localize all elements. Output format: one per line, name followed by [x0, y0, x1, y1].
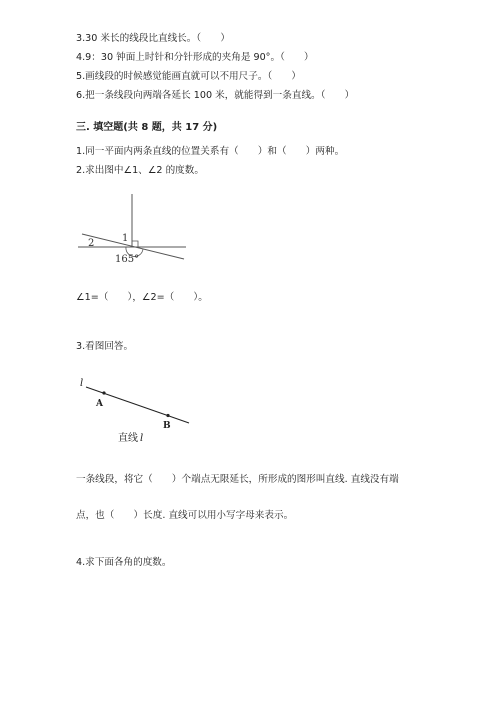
angle-label-2: 2: [88, 238, 95, 249]
line-label-l: l: [80, 378, 84, 389]
point-b: [166, 414, 169, 417]
point-a: [102, 391, 105, 394]
point-label-a: A: [96, 399, 103, 409]
judgment-item-5: 5.画线段的时候感觉能画直就可以不用尺子。（ ）: [76, 71, 302, 82]
line-figure: [78, 375, 198, 450]
question-2: 2.求出图中∠1、∠2 的度数。: [76, 165, 204, 176]
question-3-paragraph-2: 点，也（ ）长度. 直线可以用小写字母来表示。: [76, 510, 294, 521]
section-title-fill-in: 三. 填空题(共 8 题，共 17 分): [76, 122, 218, 133]
question-3-paragraph-1: 一条线段，将它（ ）个端点无限延长，所形成的图形叫直线. 直线没有端: [76, 474, 399, 485]
angle-figure: [78, 190, 188, 270]
angle-label-1: 1: [122, 233, 129, 244]
judgment-item-3: 3.30 米长的线段比直线长。（ ）: [76, 33, 230, 44]
line-caption: 直线 l: [118, 433, 144, 444]
point-label-b: B: [163, 421, 171, 431]
question-2-answer: ∠1=（ ），∠2=（ ）。: [76, 292, 208, 303]
judgment-item-6: 6.把一条线段向两端各延长 100 米，就能得到一条直线。（ ）: [76, 90, 355, 101]
question-1: 1.同一平面内两条直线的位置关系有（ ）和（ ）两种。: [76, 146, 345, 157]
judgment-item-4: 4.9：30 钟面上时针和分针形成的夹角是 90°。（ ）: [76, 52, 314, 63]
question-3: 3.看图回答。: [76, 341, 134, 352]
angle-label-165: 165°: [115, 254, 140, 265]
question-4: 4.求下面各角的度数。: [76, 557, 172, 568]
